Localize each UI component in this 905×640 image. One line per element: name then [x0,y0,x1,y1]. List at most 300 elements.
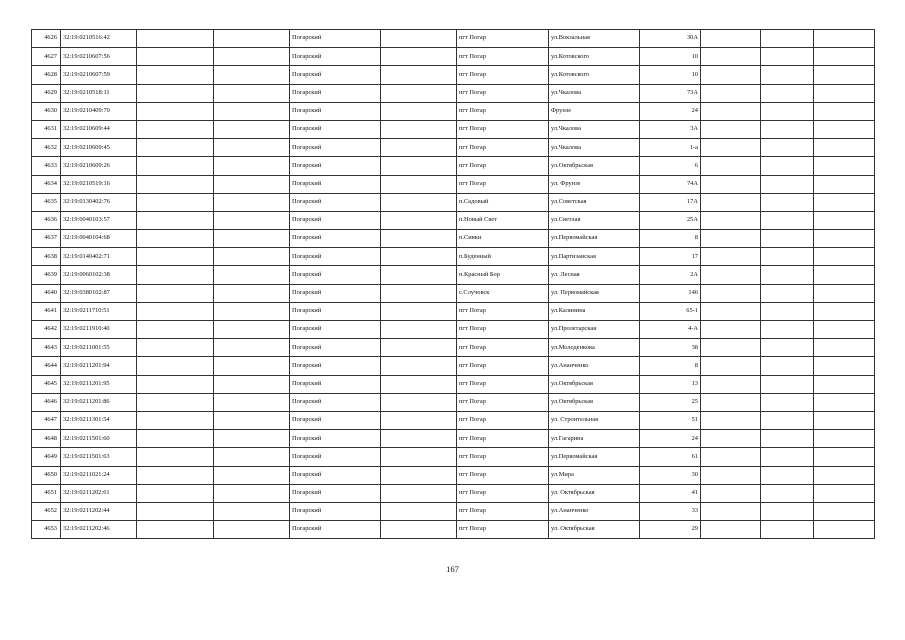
street-cell: ул.Ананченко [549,357,640,375]
house-number-cell: 30 [640,466,701,484]
blank-cell-b [214,175,290,193]
blank-cell-f [814,30,875,48]
blank-cell-f [814,102,875,120]
cadastral-number-cell: 32:19:0211501:60 [61,430,137,448]
cadastral-number-cell: 32:19:0040103:57 [61,211,137,229]
blank-cell-d [701,448,761,466]
house-number-cell: 13 [640,375,701,393]
record-number-cell: 4629 [32,84,61,102]
street-cell: ул.Первомайская [549,230,640,248]
record-number-cell: 4653 [32,521,61,539]
blank-cell-b [214,466,290,484]
settlement-cell: пгт Погар [457,175,549,193]
blank-cell-b [214,157,290,175]
blank-cell-d [701,120,761,138]
street-cell: ул.Мира [549,466,640,484]
blank-cell-b [214,393,290,411]
blank-cell-e [761,211,814,229]
record-number-cell: 4648 [32,430,61,448]
district-cell: Погарский [290,175,381,193]
street-cell: ул. Октябрьская [549,484,640,502]
cadastral-number-cell: 32:19:0211501:63 [61,448,137,466]
table-row [32,448,875,466]
house-number-cell: 24 [640,102,701,120]
district-cell: Погарский [290,375,381,393]
cadastral-number-cell: 32:19:0140402:71 [61,248,137,266]
cadastral-number-cell: 32:19:0211301:54 [61,411,137,429]
cadastral-number-cell: 32:19:0210516:42 [61,30,137,48]
blank-cell-c [381,230,457,248]
table-row [32,139,875,157]
cadastral-number-cell: 32:19:0060102:38 [61,266,137,284]
cadastral-number-cell: 32:19:0211202:46 [61,521,137,539]
blank-cell-f [814,284,875,302]
blank-cell-e [761,466,814,484]
house-number-cell: 17А [640,193,701,211]
blank-cell-e [761,339,814,357]
street-cell: ул.Светлая [549,211,640,229]
district-cell: Погарский [290,284,381,302]
district-cell: Погарский [290,230,381,248]
house-number-cell: 25А [640,211,701,229]
street-cell: ул. Фрунзе [549,175,640,193]
table-row [32,484,875,502]
cadastral-number-cell: 32:19:0211202:61 [61,484,137,502]
blank-cell-a [137,102,214,120]
cadastral-number-cell: 32:19:0211910:40 [61,321,137,339]
cadastral-number-cell: 32:19:0210607:56 [61,48,137,66]
blank-cell-f [814,84,875,102]
street-cell: Фрунзе [549,102,640,120]
district-cell: Погарский [290,430,381,448]
cadastral-number-cell: 32:19:0040104:68 [61,230,137,248]
house-number-cell: 30А [640,30,701,48]
house-number-cell: 33 [640,502,701,520]
blank-cell-b [214,357,290,375]
blank-cell-c [381,411,457,429]
blank-cell-f [814,502,875,520]
street-cell: ул. Строительная [549,411,640,429]
blank-cell-d [701,430,761,448]
blank-cell-e [761,84,814,102]
district-cell: Погарский [290,357,381,375]
blank-cell-f [814,321,875,339]
settlement-cell: пгт Погар [457,102,549,120]
blank-cell-b [214,66,290,84]
settlement-cell: пгт Погар [457,393,549,411]
blank-cell-d [701,466,761,484]
blank-cell-a [137,66,214,84]
record-number-cell: 4636 [32,211,61,229]
blank-cell-c [381,193,457,211]
settlement-cell: пгт Погар [457,448,549,466]
record-number-cell: 4632 [32,139,61,157]
blank-cell-e [761,193,814,211]
blank-cell-e [761,157,814,175]
blank-cell-a [137,321,214,339]
blank-cell-e [761,357,814,375]
house-number-cell: 41 [640,484,701,502]
cadastral-number-cell: 32:19:0211202:44 [61,502,137,520]
blank-cell-c [381,484,457,502]
house-number-cell: 73А [640,84,701,102]
settlement-cell: п.Буденный [457,248,549,266]
blank-cell-d [701,230,761,248]
district-cell: Погарский [290,139,381,157]
table-row [32,266,875,284]
cadastral-number-cell: 32:19:0380102:87 [61,284,137,302]
blank-cell-c [381,30,457,48]
record-number-cell: 4646 [32,393,61,411]
blank-cell-a [137,484,214,502]
house-number-cell: 10 [640,66,701,84]
cadastral-number-cell: 32:19:0210609:45 [61,139,137,157]
blank-cell-e [761,284,814,302]
blank-cell-d [701,175,761,193]
blank-cell-b [214,248,290,266]
blank-cell-a [137,157,214,175]
blank-cell-b [214,84,290,102]
district-cell: Погарский [290,521,381,539]
record-number-cell: 4649 [32,448,61,466]
blank-cell-a [137,248,214,266]
blank-cell-a [137,393,214,411]
blank-cell-e [761,139,814,157]
record-number-cell: 4647 [32,411,61,429]
blank-cell-e [761,502,814,520]
blank-cell-c [381,502,457,520]
blank-cell-f [814,521,875,539]
blank-cell-e [761,120,814,138]
blank-cell-b [214,484,290,502]
blank-cell-c [381,393,457,411]
table-row [32,84,875,102]
blank-cell-e [761,521,814,539]
table-row [32,393,875,411]
blank-cell-c [381,448,457,466]
table-row [32,48,875,66]
blank-cell-a [137,120,214,138]
blank-cell-b [214,448,290,466]
district-cell: Погарский [290,448,381,466]
cadastral-number-cell: 32:19:0210609:26 [61,157,137,175]
blank-cell-c [381,48,457,66]
district-cell: Погарский [290,102,381,120]
district-cell: Погарский [290,339,381,357]
blank-cell-a [137,339,214,357]
blank-cell-d [701,357,761,375]
table-row [32,230,875,248]
blank-cell-a [137,375,214,393]
house-number-cell: 29 [640,521,701,539]
blank-cell-b [214,230,290,248]
house-number-cell: 65-1 [640,302,701,320]
blank-cell-f [814,411,875,429]
blank-cell-b [214,502,290,520]
table-row [32,175,875,193]
settlement-cell: пгт Погар [457,48,549,66]
blank-cell-e [761,393,814,411]
blank-cell-a [137,193,214,211]
blank-cell-d [701,30,761,48]
street-cell: ул. Первомайская [549,284,640,302]
record-number-cell: 4633 [32,157,61,175]
blank-cell-c [381,339,457,357]
record-number-cell: 4652 [32,502,61,520]
district-cell: Погарский [290,66,381,84]
blank-cell-d [701,48,761,66]
blank-cell-d [701,321,761,339]
blank-cell-f [814,248,875,266]
blank-cell-f [814,266,875,284]
cadastral-number-cell: 32:19:0210409:70 [61,102,137,120]
cadastral-number-cell: 32:19:0211001:55 [61,339,137,357]
settlement-cell: пгт Погар [457,157,549,175]
table-row [32,502,875,520]
cadastral-number-cell: 32:19:0211710:51 [61,302,137,320]
record-number-cell: 4631 [32,120,61,138]
blank-cell-d [701,211,761,229]
blank-cell-a [137,266,214,284]
blank-cell-f [814,230,875,248]
table-row [32,193,875,211]
street-cell: ул.Калинина [549,302,640,320]
district-cell: Погарский [290,466,381,484]
blank-cell-e [761,102,814,120]
blank-cell-c [381,66,457,84]
house-number-cell: 1-а [640,139,701,157]
street-cell: ул.Октябрьская [549,157,640,175]
blank-cell-e [761,484,814,502]
page-number: 167 [446,564,459,574]
blank-cell-c [381,102,457,120]
street-cell: ул.Октябрьская [549,393,640,411]
house-number-cell: 4-А [640,321,701,339]
house-number-cell: 38 [640,339,701,357]
record-number-cell: 4641 [32,302,61,320]
blank-cell-d [701,102,761,120]
blank-cell-b [214,139,290,157]
blank-cell-c [381,430,457,448]
blank-cell-d [701,484,761,502]
blank-cell-c [381,157,457,175]
blank-cell-a [137,211,214,229]
blank-cell-e [761,266,814,284]
cadastral-number-cell: 32:19:0211201:95 [61,375,137,393]
settlement-cell: п.Красный Бор [457,266,549,284]
blank-cell-d [701,84,761,102]
blank-cell-b [214,30,290,48]
blank-cell-d [701,248,761,266]
blank-cell-c [381,139,457,157]
cadastral-number-cell: 32:19:0210609:44 [61,120,137,138]
settlement-cell: пгт Погар [457,139,549,157]
blank-cell-c [381,466,457,484]
blank-cell-f [814,139,875,157]
settlement-cell: п.Сивки [457,230,549,248]
blank-cell-a [137,48,214,66]
blank-cell-a [137,357,214,375]
blank-cell-b [214,193,290,211]
record-number-cell: 4637 [32,230,61,248]
house-number-cell: 61 [640,448,701,466]
blank-cell-b [214,375,290,393]
blank-cell-b [214,302,290,320]
blank-cell-e [761,430,814,448]
district-cell: Погарский [290,484,381,502]
blank-cell-b [214,284,290,302]
house-number-cell: 6 [640,157,701,175]
record-number-cell: 4644 [32,357,61,375]
cadastral-number-cell: 32:19:0210607:59 [61,66,137,84]
blank-cell-a [137,139,214,157]
blank-cell-b [214,102,290,120]
blank-cell-b [214,120,290,138]
settlement-cell: пгт Погар [457,66,549,84]
district-cell: Погарский [290,48,381,66]
blank-cell-c [381,84,457,102]
record-number-cell: 4640 [32,284,61,302]
blank-cell-b [214,211,290,229]
blank-cell-a [137,448,214,466]
blank-cell-d [701,284,761,302]
blank-cell-c [381,321,457,339]
blank-cell-e [761,411,814,429]
settlement-cell: пгт Погар [457,357,549,375]
table-row [32,120,875,138]
cadastral-number-cell: 32:19:0210518:11 [61,84,137,102]
blank-cell-d [701,139,761,157]
blank-cell-a [137,175,214,193]
district-cell: Погарский [290,30,381,48]
blank-cell-e [761,66,814,84]
blank-cell-b [214,321,290,339]
record-number-cell: 4645 [32,375,61,393]
blank-cell-f [814,448,875,466]
blank-cell-c [381,375,457,393]
blank-cell-b [214,411,290,429]
street-cell: ул.Котовского [549,66,640,84]
street-cell: ул.Советская [549,193,640,211]
blank-cell-d [701,393,761,411]
blank-cell-f [814,375,875,393]
settlement-cell: пгт Погар [457,339,549,357]
table-row [32,339,875,357]
settlement-cell: пгт Погар [457,302,549,320]
district-cell: Погарский [290,248,381,266]
cadastral-number-cell: 32:19:0211021:24 [61,466,137,484]
blank-cell-a [137,521,214,539]
table-row [32,430,875,448]
street-cell: ул.Котовского [549,48,640,66]
record-number-cell: 4635 [32,193,61,211]
table-row [32,30,875,48]
street-cell: ул.Чкалова [549,84,640,102]
blank-cell-e [761,230,814,248]
record-number-cell: 4643 [32,339,61,357]
settlement-cell: с.Случовск [457,284,549,302]
house-number-cell: 8 [640,230,701,248]
record-number-cell: 4634 [32,175,61,193]
blank-cell-c [381,175,457,193]
table-row [32,284,875,302]
blank-cell-f [814,302,875,320]
settlement-cell: пгт Погар [457,120,549,138]
house-number-cell: 3А [640,120,701,138]
table-row [32,302,875,320]
blank-cell-f [814,66,875,84]
blank-cell-d [701,66,761,84]
table-row [32,66,875,84]
blank-cell-f [814,193,875,211]
blank-cell-d [701,521,761,539]
house-number-cell: 8 [640,357,701,375]
table-row [32,321,875,339]
record-number-cell: 4651 [32,484,61,502]
blank-cell-f [814,466,875,484]
settlement-cell: пгт Погар [457,411,549,429]
blank-cell-a [137,430,214,448]
blank-cell-d [701,157,761,175]
district-cell: Погарский [290,502,381,520]
blank-cell-d [701,375,761,393]
blank-cell-c [381,248,457,266]
street-cell: ул. Октябрьская [549,521,640,539]
blank-cell-a [137,502,214,520]
blank-cell-f [814,120,875,138]
district-cell: Погарский [290,321,381,339]
street-cell: ул.Партизанская [549,248,640,266]
blank-cell-d [701,339,761,357]
table-row [32,357,875,375]
blank-cell-c [381,521,457,539]
blank-cell-f [814,430,875,448]
blank-cell-c [381,302,457,320]
street-cell: ул.Ананченко [549,502,640,520]
blank-cell-b [214,48,290,66]
district-cell: Погарский [290,193,381,211]
street-cell: ул. Лесная [549,266,640,284]
blank-cell-e [761,448,814,466]
record-number-cell: 4627 [32,48,61,66]
record-number-cell: 4638 [32,248,61,266]
record-number-cell: 4642 [32,321,61,339]
street-cell: ул.Молоденкова [549,339,640,357]
street-cell: ул.Первомайская [549,448,640,466]
blank-cell-e [761,375,814,393]
settlement-cell: пгт Погар [457,502,549,520]
blank-cell-f [814,393,875,411]
blank-cell-a [137,411,214,429]
blank-cell-c [381,120,457,138]
district-cell: Погарский [290,302,381,320]
settlement-cell: п.Садовый [457,193,549,211]
settlement-cell: пгт Погар [457,321,549,339]
blank-cell-e [761,321,814,339]
blank-cell-a [137,466,214,484]
blank-cell-f [814,211,875,229]
house-number-cell: 51 [640,411,701,429]
district-cell: Погарский [290,266,381,284]
district-cell: Погарский [290,84,381,102]
blank-cell-f [814,48,875,66]
street-cell: ул.Гагарина [549,430,640,448]
blank-cell-b [214,521,290,539]
table-row [32,102,875,120]
cadastral-number-cell: 32:19:0211201:86 [61,393,137,411]
blank-cell-f [814,339,875,357]
cadastral-number-cell: 32:19:0211201:94 [61,357,137,375]
